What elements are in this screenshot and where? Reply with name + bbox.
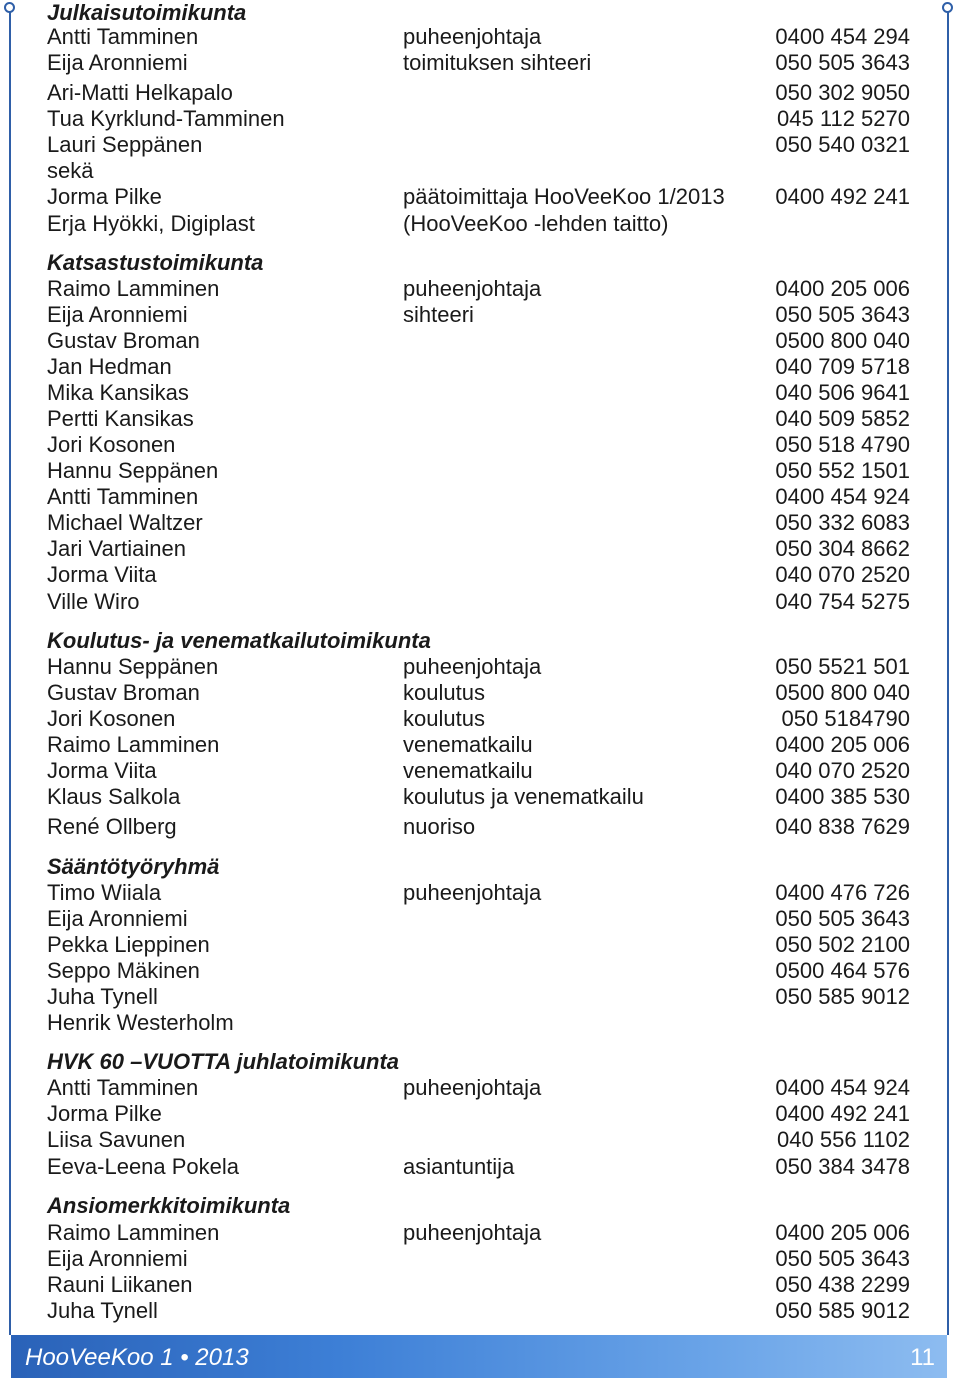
member-name: Raimo Lamminen: [47, 1220, 220, 1245]
member-row: [47, 984, 917, 1010]
member-phone: 040 506 9641: [775, 380, 910, 405]
member-name: Eija Aronniemi: [47, 302, 188, 327]
member-name: sekä: [47, 158, 94, 183]
member-name: Eija Aronniemi: [47, 50, 188, 75]
section-heading: Katsastustoimikunta: [47, 250, 264, 275]
member-row: [47, 1010, 917, 1036]
member-name: Hannu Seppänen: [47, 654, 219, 679]
member-name: Timo Wiiala: [47, 880, 162, 905]
member-row: [47, 158, 917, 184]
member-phone: 050 502 2100: [775, 932, 910, 957]
page-number: 11: [910, 1344, 935, 1371]
member-row: [47, 814, 917, 840]
member-name: Jorma Viita: [47, 562, 157, 587]
member-phone: 050 384 3478: [775, 1154, 910, 1179]
member-role: puheenjohtaja: [403, 276, 542, 301]
member-name: Liisa Savunen: [47, 1127, 186, 1152]
member-row: [47, 276, 917, 302]
member-name: Ari-Matti Helkapalo: [47, 80, 233, 105]
member-role: puheenjohtaja: [403, 654, 542, 679]
member-phone: 050 505 3643: [775, 906, 910, 931]
member-role: (HooVeeKoo -lehden taitto): [403, 211, 669, 236]
member-role: asiantuntija: [403, 1154, 515, 1179]
member-phone: 050 552 1501: [775, 458, 910, 483]
member-name: René Ollberg: [47, 814, 177, 839]
right-border-ornament: [942, 2, 953, 13]
member-name: Jari Vartiainen: [47, 536, 186, 561]
member-phone: 045 112 5270: [777, 106, 910, 131]
member-role: puheenjohtaja: [403, 24, 542, 49]
member-row: [47, 654, 917, 680]
member-role: puheenjohtaja: [403, 880, 542, 905]
member-row: [47, 758, 917, 784]
member-name: Rauni Liikanen: [47, 1272, 193, 1297]
page-footer: [11, 1335, 947, 1378]
member-row: [47, 80, 917, 106]
member-phone: 0400 454 924: [775, 484, 910, 509]
member-name: Klaus Salkola: [47, 784, 181, 809]
member-phone: 050 505 3643: [775, 50, 910, 75]
member-phone: 0500 464 576: [775, 958, 910, 983]
member-row: [47, 106, 917, 132]
section-heading: Koulutus- ja venematkailutoimikunta: [47, 628, 431, 653]
member-name: Ville Wiro: [47, 589, 140, 614]
member-name: Henrik Westerholm: [47, 1010, 234, 1035]
member-row: [47, 536, 917, 562]
member-phone: 0400 205 006: [775, 732, 910, 757]
member-phone: 040 070 2520: [775, 562, 910, 587]
member-row: [47, 562, 917, 588]
member-row: [47, 354, 917, 380]
member-name: Gustav Broman: [47, 680, 200, 705]
member-row: [47, 184, 917, 210]
member-name: Pekka Lieppinen: [47, 932, 210, 957]
member-name: Jorma Pilke: [47, 184, 162, 209]
member-role: toimituksen sihteeri: [403, 50, 592, 75]
left-border-ornament: [4, 2, 15, 13]
section-heading: Julkaisutoimikunta: [47, 0, 247, 25]
member-row: [47, 1298, 917, 1324]
member-row: [47, 1220, 917, 1246]
member-phone: 050 585 9012: [775, 1298, 910, 1323]
member-phone: 040 709 5718: [775, 354, 910, 379]
member-row: [47, 784, 917, 810]
member-role: koulutus: [403, 680, 485, 705]
member-row: [47, 132, 917, 158]
member-phone: 050 505 3643: [775, 302, 910, 327]
member-phone: 0400 476 726: [775, 880, 910, 905]
member-name: Lauri Seppänen: [47, 132, 203, 157]
member-row: [47, 302, 917, 328]
member-phone: 0400 205 006: [775, 276, 910, 301]
member-row: [47, 380, 917, 406]
member-phone: 050 304 8662: [775, 536, 910, 561]
section-heading: HVK 60 –VUOTTA juhlatoimikunta: [47, 1049, 400, 1074]
member-row: [47, 50, 917, 76]
member-phone: 050 5521 501: [775, 654, 910, 679]
member-phone: 0400 385 530: [775, 784, 910, 809]
member-row: [47, 880, 917, 906]
member-row: [47, 328, 917, 354]
member-phone: 040 556 1102: [777, 1127, 910, 1152]
member-name: Seppo Mäkinen: [47, 958, 200, 983]
section-heading: Sääntötyöryhmä: [47, 854, 220, 879]
member-row: [47, 732, 917, 758]
member-phone: 050 540 0321: [775, 132, 910, 157]
member-phone: 040 509 5852: [775, 406, 910, 431]
member-row: [47, 1272, 917, 1298]
member-name: Eija Aronniemi: [47, 906, 188, 931]
member-name: Jorma Viita: [47, 758, 157, 783]
member-name: Eija Aronniemi: [47, 1246, 188, 1271]
member-row: [47, 1154, 917, 1180]
member-name: Juha Tynell: [47, 1298, 158, 1323]
member-phone: 0500 800 040: [775, 680, 910, 705]
member-name: Jori Kosonen: [47, 432, 176, 457]
member-name: Pertti Kansikas: [47, 406, 194, 431]
member-phone: 0400 492 241: [775, 184, 910, 209]
member-phone: 0400 205 006: [775, 1220, 910, 1245]
member-role: päätoimittaja HooVeeKoo 1/2013: [403, 184, 725, 209]
member-row: [47, 958, 917, 984]
member-row: [47, 458, 917, 484]
member-row: [47, 211, 917, 237]
member-row: [47, 1127, 917, 1153]
member-role: sihteeri: [403, 302, 474, 327]
member-row: [47, 1246, 917, 1272]
member-phone: 050 438 2299: [775, 1272, 910, 1297]
member-role: puheenjohtaja: [403, 1220, 542, 1245]
member-name: Raimo Lamminen: [47, 732, 220, 757]
member-name: Antti Tamminen: [47, 24, 199, 49]
member-name: Hannu Seppänen: [47, 458, 219, 483]
member-phone: 050 332 6083: [775, 510, 910, 535]
member-phone: 050 5184790: [781, 706, 910, 731]
member-phone: 040 070 2520: [775, 758, 910, 783]
member-row: [47, 510, 917, 536]
member-name: Antti Tamminen: [47, 484, 199, 509]
member-name: Eeva-Leena Pokela: [47, 1154, 240, 1179]
member-row: [47, 589, 917, 615]
member-phone: 050 518 4790: [775, 432, 910, 457]
left-border-line: [9, 10, 11, 1335]
member-name: Jori Kosonen: [47, 706, 176, 731]
member-role: puheenjohtaja: [403, 1075, 542, 1100]
member-name: Mika Kansikas: [47, 380, 189, 405]
member-role: koulutus ja venematkailu: [403, 784, 644, 809]
member-row: [47, 1101, 917, 1127]
member-name: Antti Tamminen: [47, 1075, 199, 1100]
member-role: nuoriso: [403, 814, 476, 839]
member-phone: 0400 454 924: [775, 1075, 910, 1100]
member-phone: 040 838 7629: [775, 814, 910, 839]
member-row: [47, 484, 917, 510]
member-phone: 050 585 9012: [775, 984, 910, 1009]
member-row: [47, 706, 917, 732]
section-heading: Ansiomerkkitoimikunta: [47, 1193, 291, 1218]
member-name: Jorma Pilke: [47, 1101, 162, 1126]
member-name: Raimo Lamminen: [47, 276, 220, 301]
member-role: venematkailu: [403, 732, 533, 757]
member-phone: 040 754 5275: [775, 589, 910, 614]
member-row: [47, 406, 917, 432]
member-name: Gustav Broman: [47, 328, 200, 353]
member-name: Erja Hyökki, Digiplast: [47, 211, 255, 236]
member-row: [47, 932, 917, 958]
member-role: venematkailu: [403, 758, 533, 783]
member-role: koulutus: [403, 706, 485, 731]
member-row: [47, 1075, 917, 1101]
right-border-line: [947, 10, 949, 1335]
member-name: Juha Tynell: [47, 984, 158, 1009]
member-row: [47, 432, 917, 458]
member-name: Jan Hedman: [47, 354, 172, 379]
member-row: [47, 906, 917, 932]
member-row: [47, 24, 917, 50]
member-row: [47, 680, 917, 706]
footer-brand: HooVeeKoo 1 • 2013: [25, 1344, 249, 1371]
member-phone: 050 505 3643: [775, 1246, 910, 1271]
member-phone: 0400 454 294: [775, 24, 910, 49]
member-phone: 0500 800 040: [775, 328, 910, 353]
member-name: Michael Waltzer: [47, 510, 203, 535]
member-phone: 050 302 9050: [775, 80, 910, 105]
member-phone: 0400 492 241: [775, 1101, 910, 1126]
member-name: Tua Kyrklund-Tamminen: [47, 106, 285, 131]
